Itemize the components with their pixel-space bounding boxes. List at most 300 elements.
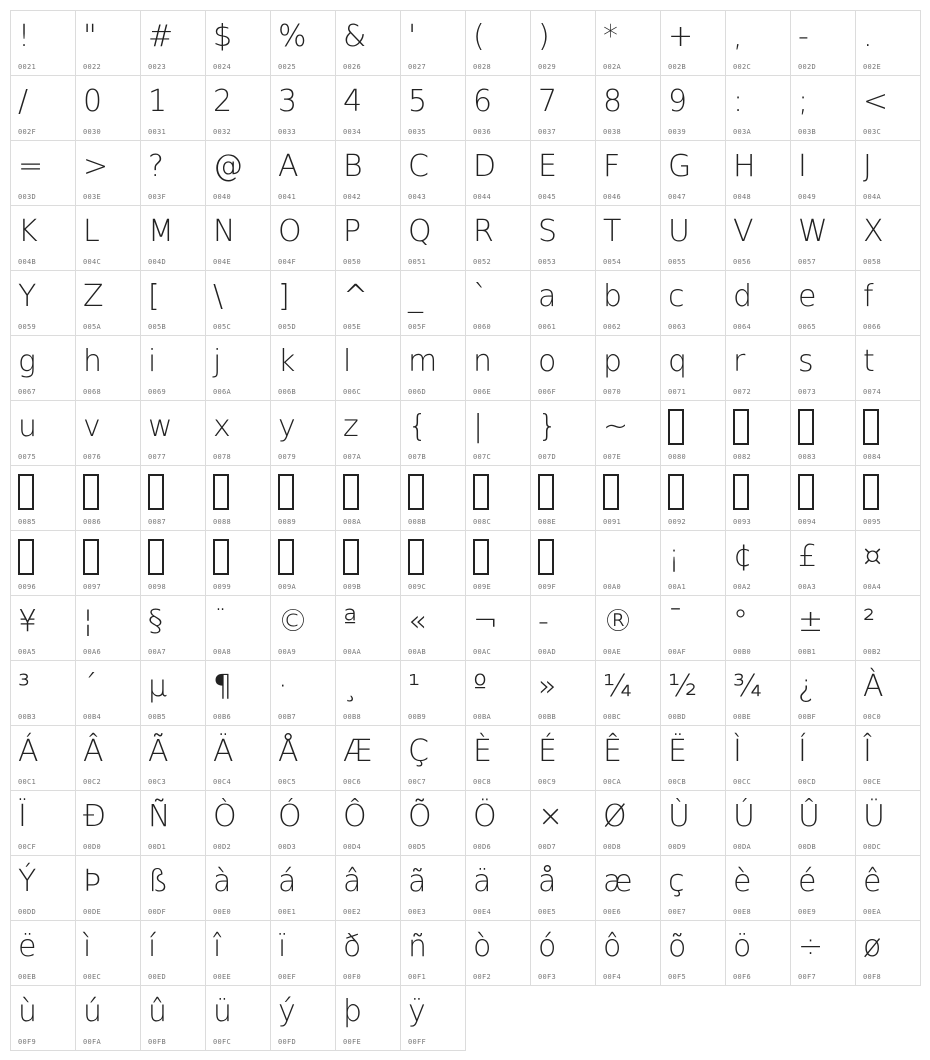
glyph-char: O [278, 214, 302, 249]
glyph-char: Û [798, 799, 820, 834]
glyph-cell [205, 660, 271, 726]
glyph-char: ; [798, 84, 809, 119]
glyph-code: 00CA [603, 778, 622, 786]
glyph-char: J [863, 149, 872, 184]
tofu-box-icon [83, 474, 99, 510]
glyph-code: 0093 [733, 518, 752, 526]
glyph-char: Ú [733, 799, 755, 834]
glyph-cell [270, 270, 336, 336]
glyph-char: V [733, 214, 754, 249]
missing-glyph-box-icon [148, 537, 164, 577]
missing-glyph-box-icon [213, 537, 229, 577]
glyph-code: 00F1 [408, 973, 427, 981]
glyph-code: 005C [213, 323, 232, 331]
glyph-code: 0032 [213, 128, 232, 136]
glyph-cell [465, 140, 531, 206]
glyph-code: 0072 [733, 388, 752, 396]
glyph-cell [140, 335, 206, 401]
glyph-cell [530, 75, 596, 141]
glyph-char: _ [408, 279, 423, 314]
glyph-char: × [538, 799, 564, 834]
tofu-box-icon [343, 474, 359, 510]
glyph-cell [465, 75, 531, 141]
tofu-box-icon [343, 539, 359, 575]
glyph-cell [270, 790, 336, 856]
glyph-cell [465, 10, 531, 76]
glyph-cell [75, 400, 141, 466]
glyph-char: 3 [278, 84, 298, 119]
glyph-char: | [473, 409, 484, 444]
missing-glyph-box-icon [473, 472, 489, 512]
glyph-cell [400, 790, 466, 856]
glyph-cell [660, 595, 726, 661]
glyph-code: 00D3 [278, 843, 297, 851]
glyph-cell [205, 140, 271, 206]
glyph-code: 0084 [863, 453, 882, 461]
glyph-code: 00BE [733, 713, 752, 721]
glyph-char: @ [213, 149, 243, 184]
glyph-cell [400, 75, 466, 141]
glyph-char: ¶ [213, 669, 233, 704]
glyph-code: 006F [538, 388, 557, 396]
glyph-code: 0061 [538, 323, 557, 331]
glyph-char: h [83, 344, 103, 379]
missing-glyph-box-icon [863, 407, 879, 447]
glyph-cell [855, 270, 921, 336]
glyph-cell [660, 205, 726, 271]
glyph-code: 00D1 [148, 843, 167, 851]
missing-glyph-box-icon [733, 407, 749, 447]
glyph-code: 00E7 [668, 908, 687, 916]
glyph-cell [140, 465, 206, 531]
glyph-cell [10, 400, 76, 466]
glyph-code: 003B [798, 128, 817, 136]
glyph-cell [335, 140, 401, 206]
glyph-code: 00B5 [148, 713, 167, 721]
glyph-cell [140, 140, 206, 206]
glyph-code: 00E8 [733, 908, 752, 916]
glyph-code: 004F [278, 258, 297, 266]
glyph-code: 0062 [603, 323, 622, 331]
glyph-cell [400, 10, 466, 76]
glyph-code: 00AD [538, 648, 557, 656]
glyph-code: 0094 [798, 518, 817, 526]
glyph-char: S [538, 214, 558, 249]
tofu-box-icon [798, 409, 814, 445]
glyph-cell [140, 855, 206, 921]
missing-glyph-box-icon [668, 407, 684, 447]
glyph-cell [725, 855, 791, 921]
glyph-cell [725, 140, 791, 206]
glyph-char: } [538, 409, 558, 444]
tofu-box-icon [668, 409, 684, 445]
glyph-code: 0021 [18, 63, 37, 71]
glyph-cell [725, 335, 791, 401]
glyph-cell [205, 530, 271, 596]
glyph-code: 0052 [473, 258, 492, 266]
glyph-code: 00FB [148, 1038, 167, 1046]
glyph-cell [335, 595, 401, 661]
glyph-cell [790, 140, 856, 206]
glyph-cell [855, 335, 921, 401]
glyph-char: ñ [408, 929, 428, 964]
glyph-char: n [473, 344, 493, 379]
glyph-cell [335, 855, 401, 921]
glyph-cell [75, 855, 141, 921]
glyph-code: 00BA [473, 713, 492, 721]
glyph-code: 004C [83, 258, 102, 266]
glyph-cell [75, 530, 141, 596]
glyph-char: Ä [213, 734, 234, 769]
glyph-cell [335, 660, 401, 726]
tofu-box-icon [408, 474, 424, 510]
glyph-code: 0037 [538, 128, 557, 136]
glyph-code: 0036 [473, 128, 492, 136]
glyph-cell [790, 10, 856, 76]
glyph-code: 0034 [343, 128, 362, 136]
glyph-code: 00AC [473, 648, 492, 656]
glyph-code: 005D [278, 323, 297, 331]
tofu-box-icon [18, 474, 34, 510]
glyph-cell [595, 10, 661, 76]
glyph-code: 0044 [473, 193, 492, 201]
glyph-char: ? [148, 149, 164, 184]
glyph-char: k [278, 344, 296, 379]
glyph-code: 0033 [278, 128, 297, 136]
glyph-char: º [473, 669, 488, 704]
tofu-box-icon [538, 539, 554, 575]
glyph-char: 8 [603, 84, 623, 119]
glyph-cell [530, 595, 596, 661]
glyph-code: 00FA [83, 1038, 102, 1046]
glyph-char: « [408, 604, 427, 639]
glyph-cell [270, 140, 336, 206]
glyph-cell [140, 920, 206, 986]
glyph-char: Ç [408, 734, 429, 769]
glyph-cell [335, 725, 401, 791]
glyph-char: u [18, 409, 38, 444]
glyph-char: ° [733, 604, 748, 639]
glyph-code: 00A3 [798, 583, 817, 591]
glyph-char: 6 [473, 84, 493, 119]
glyph-cell [270, 660, 336, 726]
glyph-char: Å [278, 734, 299, 769]
glyph-cell [660, 10, 726, 76]
glyph-cell [725, 660, 791, 726]
glyph-code: 0064 [733, 323, 752, 331]
glyph-code: 00AB [408, 648, 427, 656]
glyph-code: 00F9 [18, 1038, 37, 1046]
glyph-cell [270, 75, 336, 141]
glyph-cell [75, 335, 141, 401]
glyph-code: 006D [408, 388, 427, 396]
glyph-cell [205, 985, 271, 1051]
glyph-cell [335, 465, 401, 531]
glyph-code: 0053 [538, 258, 557, 266]
glyph-cell [270, 595, 336, 661]
glyph-code: 008B [408, 518, 427, 526]
glyph-cell [205, 465, 271, 531]
glyph-char: » [538, 669, 557, 704]
glyph-char: o [538, 344, 557, 379]
glyph-char: ) [538, 19, 550, 54]
glyph-char: E [538, 149, 557, 184]
glyph-code: 0063 [668, 323, 687, 331]
glyph-char: Ó [278, 799, 302, 834]
glyph-code: 00A9 [278, 648, 297, 656]
glyph-code: 0045 [538, 193, 557, 201]
glyph-code: 00AE [603, 648, 622, 656]
glyph-code: 00C3 [148, 778, 167, 786]
glyph-code: 007A [343, 453, 362, 461]
glyph-code: 002B [668, 63, 687, 71]
glyph-code: 00DE [83, 908, 102, 916]
glyph-char: : [733, 84, 744, 119]
glyph-cell [10, 10, 76, 76]
glyph-code: 00EF [278, 973, 297, 981]
tofu-box-icon [668, 474, 684, 510]
tofu-box-icon [473, 539, 489, 575]
glyph-code: 00E6 [603, 908, 622, 916]
glyph-cell [660, 660, 726, 726]
glyph-char: Y [18, 279, 37, 314]
glyph-code: 008C [473, 518, 492, 526]
glyph-char: > [83, 149, 109, 184]
glyph-cell [725, 10, 791, 76]
glyph-code: 0086 [83, 518, 102, 526]
glyph-code: 00DD [18, 908, 37, 916]
glyph-code: 005F [408, 323, 427, 331]
missing-glyph-box-icon [18, 537, 34, 577]
glyph-cell [725, 465, 791, 531]
glyph-cell [595, 660, 661, 726]
glyph-char: D [473, 149, 497, 184]
glyph-code: 0060 [473, 323, 492, 331]
glyph-code: 00A8 [213, 648, 232, 656]
missing-glyph-box-icon [18, 472, 34, 512]
glyph-code: 00C9 [538, 778, 557, 786]
missing-glyph-box-icon [538, 472, 554, 512]
glyph-char: â [343, 864, 362, 899]
glyph-code: 002C [733, 63, 752, 71]
glyph-cell [465, 205, 531, 271]
glyph-cell [205, 855, 271, 921]
glyph-code: 00A7 [148, 648, 167, 656]
glyph-code: 0023 [148, 63, 167, 71]
glyph-code: 00FD [278, 1038, 297, 1046]
glyph-cell [140, 595, 206, 661]
glyph-cell [270, 985, 336, 1051]
glyph-code: 0022 [83, 63, 102, 71]
glyph-cell [75, 985, 141, 1051]
missing-glyph-box-icon [863, 472, 879, 512]
glyph-char: Á [18, 734, 39, 769]
glyph-code: 00DB [798, 843, 817, 851]
glyph-code: 005A [83, 323, 102, 331]
glyph-char: · [278, 669, 288, 704]
glyph-cell [400, 465, 466, 531]
tofu-box-icon [473, 474, 489, 510]
glyph-code: 00AA [343, 648, 362, 656]
glyph-char: ë [18, 929, 37, 964]
glyph-char: ¨ [213, 604, 228, 639]
glyph-code: 002F [18, 128, 37, 136]
glyph-char: q [668, 344, 688, 379]
glyph-cell [10, 140, 76, 206]
glyph-char: M [148, 214, 174, 249]
missing-glyph-box-icon [733, 472, 749, 512]
glyph-cell [530, 10, 596, 76]
missing-glyph-box-icon [278, 537, 294, 577]
glyph-cell [790, 595, 856, 661]
glyph-code: 0074 [863, 388, 882, 396]
glyph-code: 0057 [798, 258, 817, 266]
glyph-cell [595, 725, 661, 791]
glyph-cell [270, 10, 336, 76]
glyph-char: x [213, 409, 231, 444]
glyph-code: 0065 [798, 323, 817, 331]
missing-glyph-box-icon [408, 537, 424, 577]
glyph-code: 00CB [668, 778, 687, 786]
tofu-box-icon [603, 474, 619, 510]
glyph-code: 0038 [603, 128, 622, 136]
glyph-cell [790, 75, 856, 141]
glyph-code: 0050 [343, 258, 362, 266]
glyph-char: ÿ [408, 994, 426, 1029]
glyph-code: 0070 [603, 388, 622, 396]
glyph-cell [530, 855, 596, 921]
glyph-code: 0046 [603, 193, 622, 201]
glyph-code: 0097 [83, 583, 102, 591]
glyph-cell [595, 530, 661, 596]
glyph-cell [400, 725, 466, 791]
glyph-char: æ [603, 864, 633, 899]
glyph-cell [660, 400, 726, 466]
tofu-box-icon [798, 474, 814, 510]
glyph-code: 00C6 [343, 778, 362, 786]
glyph-cell [270, 205, 336, 271]
glyph-char: § [148, 604, 163, 639]
glyph-cell [400, 400, 466, 466]
glyph-code: 00EC [83, 973, 102, 981]
glyph-code: 0027 [408, 63, 427, 71]
missing-glyph-box-icon [148, 472, 164, 512]
glyph-char: Ê [603, 734, 622, 769]
glyph-code: 009B [343, 583, 362, 591]
glyph-cell [400, 660, 466, 726]
glyph-cell [465, 725, 531, 791]
glyph-char: j [213, 344, 222, 379]
glyph-cell [530, 920, 596, 986]
missing-glyph-box-icon [538, 537, 554, 577]
tofu-box-icon [213, 539, 229, 575]
glyph-cell [790, 530, 856, 596]
glyph-cell [400, 920, 466, 986]
glyph-cell [335, 530, 401, 596]
glyph-cell [75, 725, 141, 791]
glyph-char: ü [213, 994, 233, 1029]
glyph-cell [335, 10, 401, 76]
glyph-cell [465, 920, 531, 986]
glyph-char: ¸ [343, 669, 358, 704]
glyph-cell [855, 140, 921, 206]
glyph-char: < [863, 84, 889, 119]
glyph-cell [400, 855, 466, 921]
glyph-char: è [733, 864, 752, 899]
glyph-code: 005B [148, 323, 167, 331]
glyph-char: þ [343, 994, 363, 1029]
glyph-code: 00CC [733, 778, 752, 786]
glyph-char: á [278, 864, 297, 899]
glyph-char: Ò [213, 799, 237, 834]
glyph-char: b [603, 279, 623, 314]
glyph-code: 0056 [733, 258, 752, 266]
glyph-cell [855, 205, 921, 271]
glyph-char: f [863, 279, 874, 314]
glyph-code: 0089 [278, 518, 297, 526]
glyph-cell [140, 660, 206, 726]
glyph-char: d [733, 279, 753, 314]
glyph-cell [400, 205, 466, 271]
tofu-box-icon [278, 539, 294, 575]
glyph-code: 007E [603, 453, 622, 461]
glyph-code: 0096 [18, 583, 37, 591]
glyph-code: 0049 [798, 193, 817, 201]
glyph-cell [855, 75, 921, 141]
glyph-code: 00FC [213, 1038, 232, 1046]
glyph-cell [725, 725, 791, 791]
glyph-code: 003D [18, 193, 37, 201]
glyph-char: / [18, 84, 29, 119]
glyph-char: - [538, 604, 549, 639]
glyph-code: 0077 [148, 453, 167, 461]
glyph-cell [855, 465, 921, 531]
tofu-box-icon [863, 409, 879, 445]
glyph-char: Ë [668, 734, 687, 769]
glyph-code: 00B2 [863, 648, 882, 656]
glyph-char: È [473, 734, 492, 769]
glyph-char: û [148, 994, 168, 1029]
tofu-box-icon [83, 539, 99, 575]
glyph-code: 0066 [863, 323, 882, 331]
glyph-char: ³ [18, 669, 31, 704]
glyph-char: [ [148, 279, 160, 314]
glyph-cell [205, 335, 271, 401]
glyph-char: ( [473, 19, 485, 54]
glyph-code: 00C5 [278, 778, 297, 786]
glyph-char: é [798, 864, 817, 899]
glyph-cell [270, 400, 336, 466]
glyph-cell [790, 855, 856, 921]
glyph-cell [725, 205, 791, 271]
glyph-char: s [798, 344, 814, 379]
glyph-code: 00F0 [343, 973, 362, 981]
glyph-code: 0076 [83, 453, 102, 461]
missing-glyph-box-icon [473, 537, 489, 577]
glyph-cell [335, 985, 401, 1051]
glyph-code: 0054 [603, 258, 622, 266]
glyph-code: 00EE [213, 973, 232, 981]
missing-glyph-box-icon [278, 472, 294, 512]
glyph-cell [205, 10, 271, 76]
glyph-cell [790, 400, 856, 466]
glyph-char: m [408, 344, 438, 379]
glyph-code: 00EA [863, 908, 882, 916]
glyph-char: K [18, 214, 38, 249]
glyph-cell [790, 920, 856, 986]
glyph-code: 0047 [668, 193, 687, 201]
glyph-char: N [213, 214, 236, 249]
